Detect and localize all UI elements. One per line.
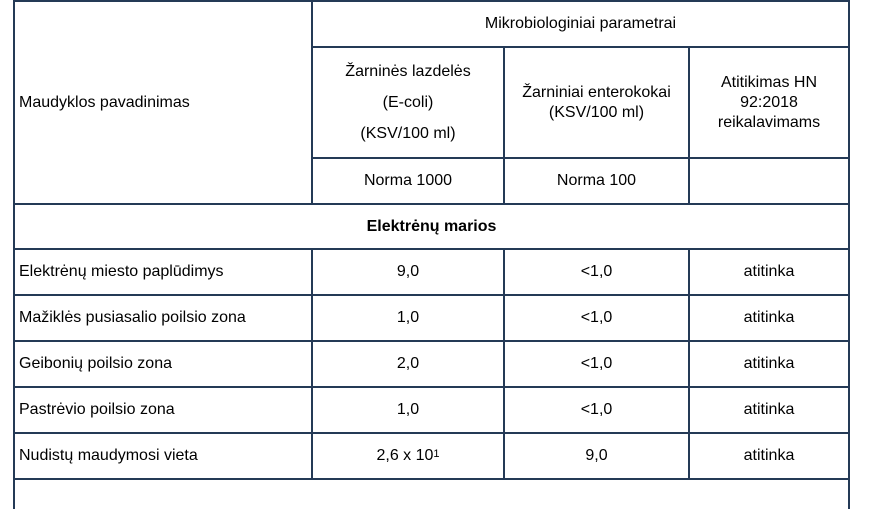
row-ecoli: 1,0 (396, 309, 420, 326)
row-entero-cell (504, 249, 689, 295)
header-compliance-cell (689, 47, 849, 158)
section-title-cell (14, 204, 849, 249)
table-row-cutoff (14, 479, 849, 509)
header-compliance-line-1: Atitikimas HN (721, 73, 818, 91)
header-compliance-line-3: reikalavimams (717, 113, 821, 131)
row-entero: <1,0 (580, 309, 613, 326)
row-name-cell (14, 341, 312, 387)
row-entero: 9,0 (585, 447, 608, 464)
table-row (14, 341, 849, 387)
section-row (14, 204, 849, 249)
row-ecoli-exponent: 1 (433, 448, 440, 460)
header-name-column (14, 1, 312, 204)
row-name: Elektrėnų miesto paplūdimys (19, 263, 224, 280)
row-ecoli-cell (312, 341, 504, 387)
header-entero-cell (504, 47, 689, 158)
header-row-group (14, 1, 849, 47)
header-ecoli-cell (312, 47, 504, 158)
row-status-cell (689, 295, 849, 341)
row-ecoli: 9,0 (396, 263, 420, 280)
header-ecoli-line-3: (KSV/100 ml) (360, 125, 456, 142)
row-status: atitinka (743, 263, 795, 280)
row-status: atitinka (743, 401, 795, 418)
row-name: Geibonių poilsio zona (19, 355, 172, 372)
row-ecoli-cell (312, 249, 504, 295)
norm-entero-label: Norma 100 (556, 172, 637, 189)
row-name: Nudistų maudymosi vieta (19, 447, 198, 464)
section-title: Elektrėnų marios (366, 217, 497, 235)
row-status: atitinka (743, 309, 795, 326)
row-name-cell (14, 433, 312, 479)
norm-compliance-cell (689, 158, 849, 204)
row-entero-cell (504, 295, 689, 341)
row-entero-cell (504, 433, 689, 479)
header-ecoli-line-2: (E-coli) (382, 94, 434, 111)
row-status-cell (689, 341, 849, 387)
row-name-cell (14, 387, 312, 433)
row-status-cell (689, 433, 849, 479)
table-row (14, 387, 849, 433)
cutoff-cell (14, 479, 849, 509)
row-ecoli-cell (312, 387, 504, 433)
header-name-label: Maudyklos pavadinimas (19, 93, 190, 111)
table-row (14, 295, 849, 341)
row-entero: <1,0 (580, 355, 613, 372)
row-ecoli: 1,0 (396, 401, 420, 418)
row-entero-cell (504, 341, 689, 387)
row-ecoli-cell (312, 295, 504, 341)
header-entero-line-2: (KSV/100 ml) (548, 103, 645, 121)
header-ecoli-line-1: Žarninės lazdelės (345, 63, 471, 80)
header-compliance-line-2: 92:2018 (740, 93, 798, 111)
row-name: Pastrėvio poilsio zona (19, 401, 175, 418)
table-row (14, 249, 849, 295)
header-group-cell (312, 1, 849, 47)
header-group-label: Mikrobiologiniai parametrai (484, 15, 677, 32)
row-entero: <1,0 (580, 263, 613, 280)
row-entero-cell (504, 387, 689, 433)
row-status: atitinka (743, 447, 795, 464)
water-quality-table (13, 0, 850, 509)
row-status: atitinka (743, 355, 795, 372)
row-name-cell (14, 249, 312, 295)
row-ecoli-base: 2,6 x 10 (376, 447, 434, 464)
header-entero-line-1: Žarniniai enterokokai (522, 83, 671, 101)
row-name-cell (14, 295, 312, 341)
row-status-cell (689, 249, 849, 295)
row-entero: <1,0 (580, 401, 613, 418)
row-ecoli: 2,0 (396, 355, 420, 372)
norm-entero-cell (504, 158, 689, 204)
row-ecoli-cell (312, 433, 504, 479)
row-name: Mažiklės pusiasalio poilsio zona (19, 309, 246, 326)
row-status-cell (689, 387, 849, 433)
norm-ecoli-cell (312, 158, 504, 204)
norm-ecoli-label: Norma 1000 (363, 172, 453, 189)
table-row (14, 433, 849, 479)
